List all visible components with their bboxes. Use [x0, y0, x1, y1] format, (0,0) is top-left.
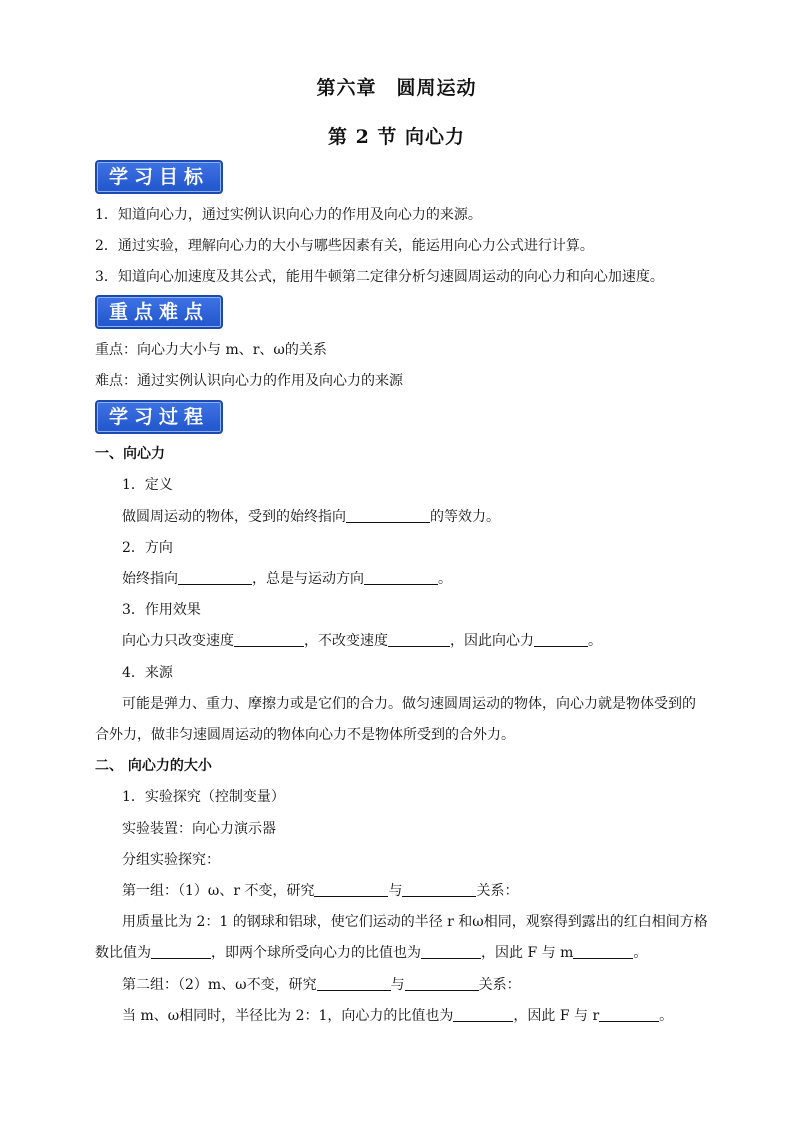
section-title: 第 2 节 向心力 — [327, 126, 466, 148]
fill-blank[interactable] — [346, 508, 430, 523]
goal-item: 2．通过实验，理解向心力的大小与哪些因素有关，能运用向心力公式进行计算。 — [95, 238, 594, 254]
fill-blank[interactable] — [573, 944, 633, 959]
group2-text-line — [122, 1005, 673, 1025]
key-point-text: 重点：向心力大小与 m、r、ω的关系 — [95, 342, 327, 358]
fill-blank[interactable] — [388, 632, 450, 647]
effect-text-d: 。 — [588, 633, 602, 649]
learning-process-badge: 学习过程 — [95, 400, 223, 434]
experiment-title: 1．实验探究（控制变量） — [122, 789, 285, 805]
difficulty-text: 难点：通过实例认识向心力的作用及向心力的来源 — [95, 373, 403, 389]
experiment-device: 实验装置：向心力演示器 — [122, 821, 276, 837]
group1-text-line1: 用质量比为 2：1 的钢球和铝球，使它们运动的半径 r 和ω相同，观察得到露出的红白相间方格 — [122, 914, 708, 930]
learning-goals-badge: 学习目标 — [95, 160, 223, 194]
group2-text-c: 关系： — [478, 977, 521, 993]
source-text-2: 合外力，做非匀速圆周运动的物体向心力不是物体所受到的合外力。 — [95, 727, 515, 743]
chapter-title: 第六章 圆周运动 — [316, 77, 477, 99]
goal-item: 3．知道向心加速度及其公式，能用牛顿第二定律分析匀速圆周运动的向心力和向心加速度。 — [95, 269, 664, 285]
effect-text-a: 向心力只改变速度 — [122, 633, 234, 649]
fill-blank[interactable] — [405, 976, 479, 991]
direction-text-c: 。 — [438, 571, 452, 587]
source-title: 4．来源 — [122, 665, 173, 681]
effect-line — [122, 630, 602, 650]
effect-text-c: ，因此向心力 — [450, 633, 534, 649]
fill-blank[interactable] — [402, 882, 476, 897]
effect-text-b: ，不改变速度 — [304, 633, 388, 649]
fill-blank[interactable] — [234, 632, 304, 647]
fill-blank[interactable] — [364, 570, 438, 585]
goal-item: 1．知道向心力，通过实例认识向心力的作用及向心力的来源。 — [95, 207, 482, 223]
group1-l2-c: ，因此 F 与 m — [481, 945, 574, 961]
part1-heading: 一、向心力 — [95, 446, 165, 462]
direction-line — [122, 568, 452, 588]
key-points-badge: 重点难点 — [95, 295, 223, 329]
fill-blank[interactable] — [421, 944, 481, 959]
part2-heading: 二、 向心力的大小 — [95, 758, 212, 774]
group1-text-b: 与 — [388, 883, 403, 899]
fill-blank[interactable] — [453, 1007, 513, 1022]
group1-line — [122, 880, 518, 900]
group1-l2-a: 数比值为 — [95, 945, 151, 961]
source-text-1: 可能是弹力、重力、摩擦力或是它们的合力。做匀速圆周运动的物体，向心力就是物体受到的 — [122, 696, 696, 712]
fill-blank[interactable] — [178, 570, 252, 585]
definition-line — [122, 506, 500, 526]
definition-title: 1．定义 — [122, 477, 173, 493]
group2-l-a: 当 m、ω相同时，半径比为 2：1，向心力的比值也为 — [122, 1008, 454, 1024]
definition-text-a: 做圆周运动的物体，受到的始终指向 — [122, 509, 346, 525]
group2-l-b: ，因此 F 与 r — [513, 1008, 600, 1024]
group2-l-c: 。 — [659, 1008, 674, 1024]
group1-l2-d: 。 — [633, 945, 648, 961]
fill-blank[interactable] — [151, 944, 211, 959]
group1-text-c: 关系： — [476, 883, 519, 899]
group1-l2-b: ，即两个球所受向心力的比值也为 — [211, 945, 421, 961]
direction-title: 2．方向 — [122, 540, 173, 556]
group2-line — [122, 974, 521, 994]
direction-text-b: ，总是与运动方向 — [252, 571, 364, 587]
fill-blank[interactable] — [314, 882, 388, 897]
group2-text-a: 第二组：（2）m、ω不变，研究 — [122, 977, 317, 993]
fill-blank[interactable] — [317, 976, 391, 991]
group-intro: 分组实验探究： — [122, 852, 220, 868]
group1-text-a: 第一组：（1）ω、r 不变，研究 — [122, 883, 315, 899]
definition-text-b: 的等效力。 — [430, 509, 500, 525]
fill-blank[interactable] — [534, 632, 588, 647]
direction-text-a: 始终指向 — [122, 571, 178, 587]
fill-blank[interactable] — [599, 1007, 659, 1022]
effect-title: 3．作用效果 — [122, 602, 201, 618]
group2-text-b: 与 — [390, 977, 405, 993]
group1-line2 — [95, 942, 647, 962]
